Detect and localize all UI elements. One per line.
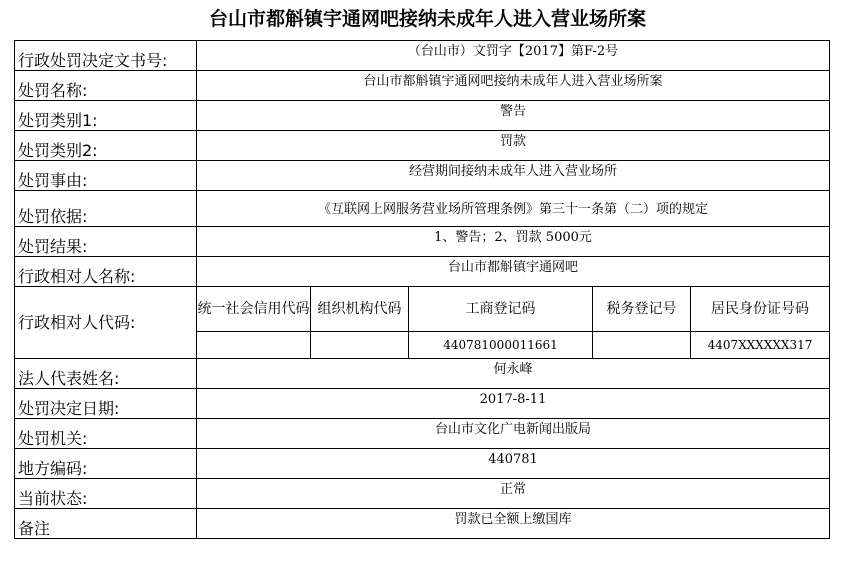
- row-label: 处罚类别2:: [15, 131, 197, 161]
- row-value: 台山市文化广电新闻出版局: [197, 419, 830, 449]
- code-value: [311, 332, 409, 359]
- row-value: 警告: [197, 101, 830, 131]
- code-value: [593, 332, 691, 359]
- row-label: 行政处罚决定文书号:: [15, 41, 197, 71]
- row-label: 处罚类别1:: [15, 101, 197, 131]
- code-value: [197, 332, 311, 359]
- code-value: 440781000011661: [409, 332, 593, 359]
- row-value: 1、警告；2、罚款 5000元: [197, 227, 830, 257]
- row-label: 行政相对人代码:: [15, 287, 197, 359]
- table-row: [15, 161, 830, 191]
- code-header: 税务登记号: [593, 287, 691, 332]
- row-label: 备注: [15, 509, 197, 539]
- row-label: 当前状态:: [15, 479, 197, 509]
- row-value: 440781: [197, 449, 830, 479]
- table-row: [15, 359, 830, 389]
- table-row: [15, 479, 830, 509]
- row-value: 2017-8-11: [197, 389, 830, 419]
- row-value: 何永峰: [197, 359, 830, 389]
- code-value: 4407XXXXXX317: [691, 332, 830, 359]
- table-row: [15, 257, 830, 287]
- row-value: 罚款已全额上缴国库: [197, 509, 830, 539]
- row-label: 处罚事由:: [15, 161, 197, 191]
- row-value: 《互联网上网服务营业场所管理条例》第三十一条第（二）项的规定: [197, 191, 830, 227]
- table-row: [15, 191, 830, 227]
- row-label: 处罚结果:: [15, 227, 197, 257]
- table-row: [15, 389, 830, 419]
- table-row: [15, 101, 830, 131]
- table-row: [15, 509, 830, 539]
- row-label: 处罚依据:: [15, 191, 197, 227]
- row-label: 处罚决定日期:: [15, 389, 197, 419]
- code-header: 工商登记码: [409, 287, 593, 332]
- row-label: 处罚机关:: [15, 419, 197, 449]
- row-value: 罚款: [197, 131, 830, 161]
- row-value: （台山市）文罚字【2017】第F-2号: [197, 41, 830, 71]
- code-header: 组织机构代码: [311, 287, 409, 332]
- row-value: 正常: [197, 479, 830, 509]
- table-row: [15, 41, 830, 71]
- table-row: [15, 419, 830, 449]
- table-row: [15, 449, 830, 479]
- row-label: 地方编码:: [15, 449, 197, 479]
- table-row: [15, 71, 830, 101]
- table-row: [15, 131, 830, 161]
- row-value: 台山市都斛镇宇通网吧: [197, 257, 830, 287]
- page-title: 台山市都斛镇宇通网吧接纳未成年人进入营业场所案: [208, 8, 646, 30]
- table-row: [15, 227, 830, 257]
- code-header: 居民身份证号码: [691, 287, 830, 332]
- row-label: 法人代表姓名:: [15, 359, 197, 389]
- code-header: 统一社会信用代码: [197, 287, 311, 332]
- row-value: 台山市都斛镇宇通网吧接纳未成年人进入营业场所案: [197, 71, 830, 101]
- code-header-row: [15, 287, 830, 332]
- row-label: 处罚名称:: [15, 71, 197, 101]
- row-value: 经营期间接纳未成年人进入营业场所: [197, 161, 830, 191]
- penalty-table: [14, 40, 830, 539]
- row-label: 行政相对人名称:: [15, 257, 197, 287]
